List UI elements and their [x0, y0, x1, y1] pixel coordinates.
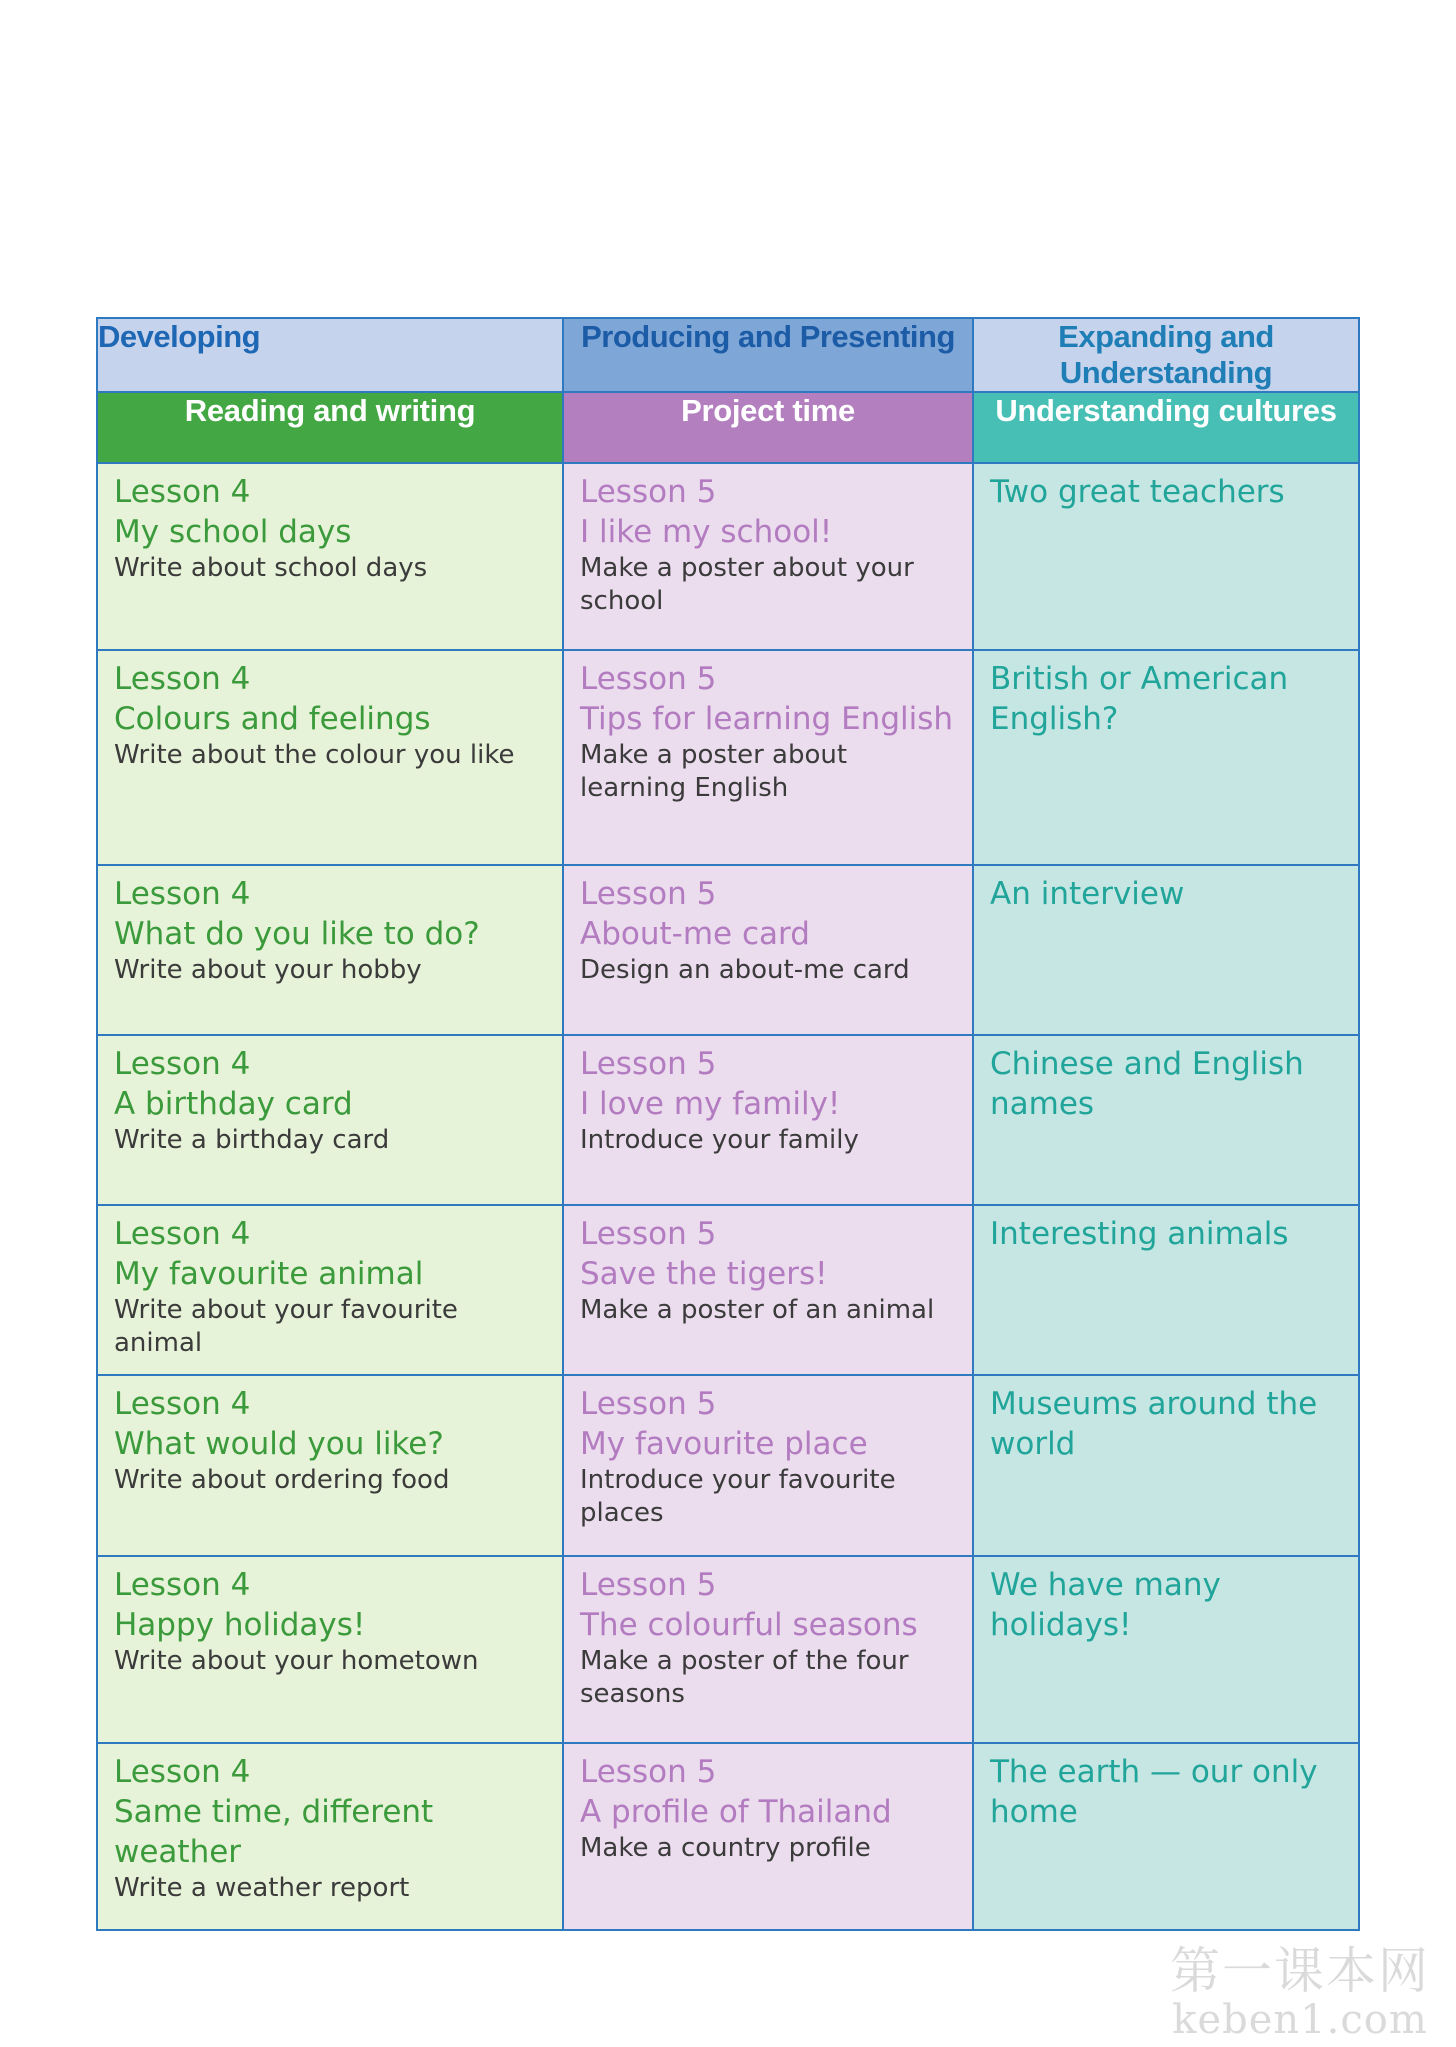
lesson-title: About-me card [580, 916, 810, 952]
culture-topic: An interview [990, 876, 1185, 912]
culture-topic: We have many holidays! [990, 1567, 1221, 1643]
lesson-title: My school days [114, 514, 352, 550]
lesson-description: Make a poster of the four seasons [580, 1646, 909, 1709]
lesson-description: Write about ordering food [114, 1465, 450, 1495]
project-time-cell [563, 1035, 973, 1205]
lesson-number: Lesson 4 [114, 1754, 251, 1790]
section-reading-writing: Reading and writing [97, 392, 563, 463]
reading-writing-cell [97, 1375, 563, 1556]
lesson-description: Design an about-me card [580, 955, 910, 985]
lesson-description: Make a country profile [580, 1833, 871, 1863]
project-time-cell [563, 1556, 973, 1743]
stage-header-row [97, 318, 1359, 392]
reading-writing-cell [97, 1556, 563, 1743]
culture-cell [973, 1743, 1359, 1930]
reading-writing-cell [97, 650, 563, 865]
stage-expanding-understanding: Expanding and Understanding [973, 318, 1359, 392]
lesson-description: Write about school days [114, 553, 428, 583]
lesson-number: Lesson 5 [580, 1567, 717, 1603]
reading-writing-cell [97, 1035, 563, 1205]
lesson-number: Lesson 5 [580, 1754, 717, 1790]
lesson-title: What would you like? [114, 1426, 444, 1462]
curriculum-table [96, 317, 1360, 1931]
lesson-description: Make a poster about learning English [580, 740, 848, 803]
culture-cell [973, 463, 1359, 650]
lesson-number: Lesson 4 [114, 1386, 251, 1422]
lesson-description: Make a poster of an animal [580, 1295, 935, 1325]
lesson-title: A birthday card [114, 1086, 353, 1122]
table-row [97, 1205, 1359, 1375]
project-time-cell [563, 1743, 973, 1930]
culture-cell [973, 1375, 1359, 1556]
table-row [97, 650, 1359, 865]
table-row [97, 1375, 1359, 1556]
project-time-cell [563, 1375, 973, 1556]
table-row [97, 1743, 1359, 1930]
table-row [97, 1556, 1359, 1743]
stage-developing: Developing [97, 318, 563, 392]
section-project-time: Project time [563, 392, 973, 463]
lesson-description: Introduce your family [580, 1125, 859, 1155]
culture-topic: British or American English? [990, 661, 1289, 737]
culture-topic: Interesting animals [990, 1216, 1289, 1252]
lesson-number: Lesson 4 [114, 1567, 251, 1603]
table-row [97, 463, 1359, 650]
section-understanding-cultures: Understanding cultures [973, 392, 1359, 463]
lesson-title: My favourite place [580, 1426, 868, 1462]
lesson-title: My favourite animal [114, 1256, 424, 1292]
lesson-number: Lesson 4 [114, 1046, 251, 1082]
culture-topic: The earth — our only home [990, 1754, 1318, 1830]
lesson-description: Write about the colour you like [114, 740, 515, 770]
lesson-number: Lesson 5 [580, 661, 717, 697]
lesson-title: Happy holidays! [114, 1607, 366, 1643]
table-row [97, 865, 1359, 1035]
watermark [1155, 1942, 1445, 2043]
lesson-description: Introduce your favourite places [580, 1465, 896, 1528]
lesson-title: Tips for learning English [580, 701, 954, 737]
lesson-number: Lesson 5 [580, 1046, 717, 1082]
project-time-cell [563, 650, 973, 865]
lesson-description: Write about your hobby [114, 955, 422, 985]
project-time-cell [563, 463, 973, 650]
culture-topic: Two great teachers [990, 474, 1285, 510]
lesson-number: Lesson 4 [114, 661, 251, 697]
lesson-description: Write a birthday card [114, 1125, 390, 1155]
culture-cell [973, 1205, 1359, 1375]
lesson-description: Write a weather report [114, 1873, 410, 1903]
culture-topic: Chinese and English names [990, 1046, 1304, 1122]
watermark-line2: keben1.com [1172, 1997, 1428, 2043]
lesson-number: Lesson 5 [580, 1386, 717, 1422]
culture-cell [973, 1035, 1359, 1205]
lesson-title: Colours and feelings [114, 701, 431, 737]
lesson-title: I love my family! [580, 1086, 841, 1122]
lesson-title: I like my school! [580, 514, 833, 550]
lesson-title: A profile of Thailand [580, 1794, 892, 1830]
lesson-description: Write about your favourite animal [114, 1295, 458, 1358]
reading-writing-cell [97, 1743, 563, 1930]
reading-writing-cell [97, 463, 563, 650]
culture-cell [973, 865, 1359, 1035]
lesson-title: Save the tigers! [580, 1256, 828, 1292]
lesson-title: What do you like to do? [114, 916, 480, 952]
culture-topic: Museums around the world [990, 1386, 1318, 1462]
lesson-title: Same time, different weather [114, 1794, 434, 1870]
lesson-number: Lesson 4 [114, 1216, 251, 1252]
lesson-number: Lesson 5 [580, 474, 717, 510]
culture-cell [973, 1556, 1359, 1743]
lesson-title: The colourful seasons [580, 1607, 918, 1643]
lesson-number: Lesson 5 [580, 876, 717, 912]
reading-writing-cell [97, 1205, 563, 1375]
stage-producing-presenting: Producing and Presenting [563, 318, 973, 392]
lesson-description: Write about your hometown [114, 1646, 479, 1676]
project-time-cell [563, 865, 973, 1035]
reading-writing-cell [97, 865, 563, 1035]
lesson-number: Lesson 5 [580, 1216, 717, 1252]
table-row [97, 1035, 1359, 1205]
section-header-row [97, 392, 1359, 463]
project-time-cell [563, 1205, 973, 1375]
lesson-number: Lesson 4 [114, 474, 251, 510]
lesson-description: Make a poster about your school [580, 553, 914, 616]
lesson-number: Lesson 4 [114, 876, 251, 912]
watermark-line1: 第一课本网 [1170, 1942, 1430, 2000]
culture-cell [973, 650, 1359, 865]
